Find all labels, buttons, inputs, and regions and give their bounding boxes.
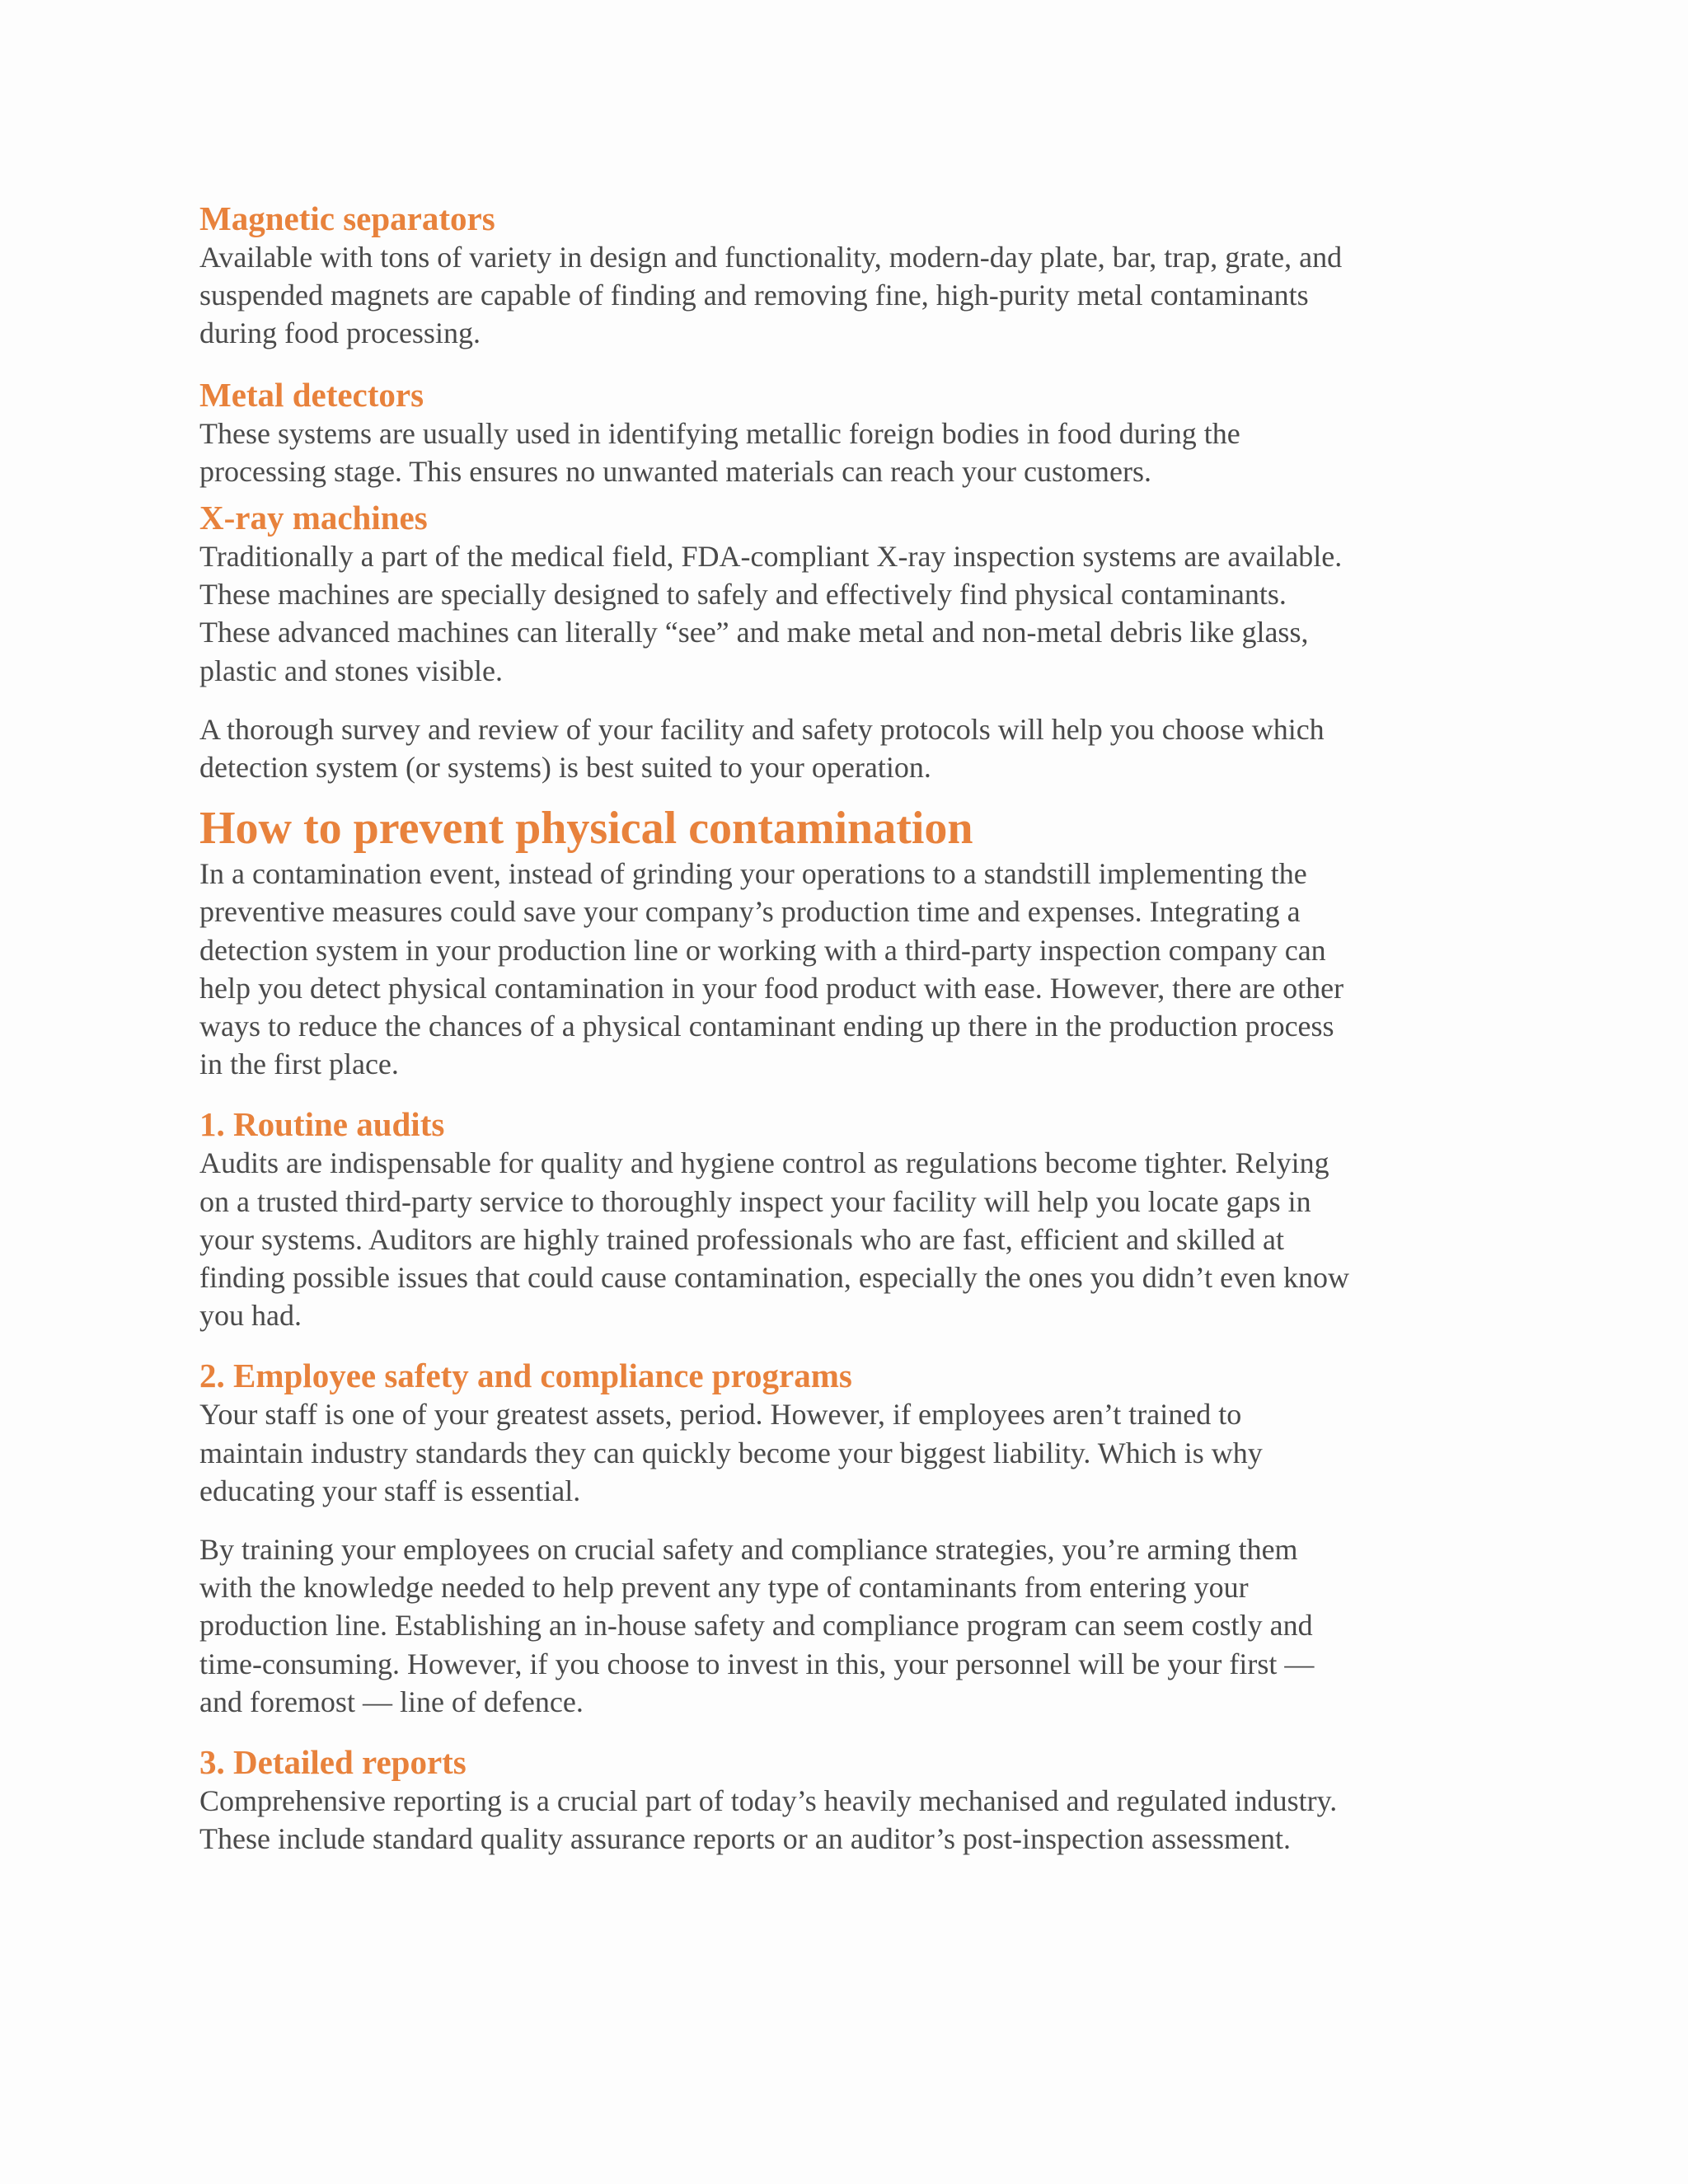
paragraph-line: suspended magnets are capable of finding and removing fine, high-purity metal contaminants [199, 279, 1309, 312]
paragraph-line: plastic and stones visible. [199, 654, 503, 687]
paragraph-line: finding possible issues that could cause contamination, especially the ones you didn’t even know [199, 1261, 1350, 1295]
paragraph-line: Audits are indispensable for quality and hygiene control as regulations become tighter. Relying [199, 1146, 1329, 1180]
prevent-paragraph [199, 855, 1487, 1083]
magnetic-separators-paragraph [199, 238, 1487, 353]
paragraph-line: Comprehensive reporting is a crucial part of today’s heavily mechanised and regulated industry. [199, 1784, 1338, 1818]
detailed-reports-paragraph [199, 1782, 1487, 1858]
employee-training-paragraph [199, 1530, 1487, 1721]
metal-detectors-paragraph [199, 415, 1487, 490]
paragraph-line: Your staff is one of your greatest assets, period. However, if employees aren’t trained to [199, 1398, 1242, 1432]
paragraph-line: In a contamination event, instead of grinding your operations to a standstill implementing the [199, 857, 1307, 891]
paragraph-line: Available with tons of variety in design and functionality, modern-day plate, bar, trap, grate, and [199, 241, 1343, 274]
xray-machines-section [199, 498, 1487, 690]
routine-audits-section [199, 1104, 1487, 1334]
detailed-reports-heading: 3. Detailed reports [199, 1743, 467, 1782]
paragraph-line: time-consuming. However, if you choose to invest in this, your personnel will be your first — [199, 1647, 1315, 1680]
paragraph-line: A thorough survey and review of your facility and safety protocols will help you choose which [199, 712, 1325, 746]
paragraph-line: and foremost — line of defence. [199, 1685, 584, 1718]
paragraph-line: detection system in your production line or working with a third-party inspection company can [199, 933, 1326, 967]
routine-audits-paragraph [199, 1144, 1487, 1334]
paragraph-line: with the knowledge needed to help prevent any type of contaminants from entering your [199, 1571, 1249, 1605]
xray-machines-paragraph [199, 537, 1487, 690]
paragraph-line: preventive measures could save your company’s production time and expenses. Integrating a [199, 895, 1301, 929]
employee-safety-heading: 2. Employee safety and compliance programs [199, 1357, 852, 1395]
survey-paragraph [199, 710, 1487, 786]
paragraph-line: These machines are specially designed to safely and effectively find physical contaminants. [199, 578, 1287, 612]
employee-safety-paragraph [199, 1395, 1487, 1510]
paragraph-line: By training your employees on crucial safety and compliance strategies, you’re arming them [199, 1533, 1298, 1567]
paragraph-line: educating your staff is essential. [199, 1474, 581, 1507]
paragraph-line: during food processing. [199, 316, 481, 350]
xray-machines-heading: X-ray machines [199, 499, 428, 537]
paragraph-line: These advanced machines can literally “see” and make metal and non-metal debris like glass, [199, 616, 1309, 649]
paragraph-line: your systems. Auditors are highly trained professionals who are fast, efficient and skilled at [199, 1222, 1285, 1256]
paragraph-line: processing stage. This ensures no unwanted materials can reach your customers. [199, 454, 1151, 488]
routine-audits-heading: 1. Routine audits [199, 1105, 445, 1144]
magnetic-separators-section [199, 199, 1487, 353]
paragraph-line: These systems are usually used in identifying metallic foreign bodies in food during the [199, 416, 1240, 450]
magnetic-separators-heading: Magnetic separators [199, 199, 495, 237]
paragraph-line: ways to reduce the chances of a physical contaminant ending up there in the production process [199, 1010, 1334, 1043]
paragraph-line: in the first place. [199, 1047, 399, 1081]
paragraph-line: production line. Establishing an in-house safety and compliance program can seem costly and [199, 1609, 1313, 1643]
paragraph-line: Traditionally a part of the medical field, FDA-compliant X-ray inspection systems are available. [199, 540, 1343, 574]
paragraph-line: on a trusted third-party service to thoroughly inspect your facility will help you locate gaps in [199, 1184, 1311, 1218]
metal-detectors-heading: Metal detectors [199, 375, 424, 414]
metal-detectors-section [199, 375, 1487, 490]
paragraph-line: These include standard quality assurance reports or an auditor’s post-inspection assessment. [199, 1822, 1291, 1856]
paragraph-line: maintain industry standards they can quickly become your biggest liability. Which is why [199, 1436, 1263, 1469]
detailed-reports-section [199, 1742, 1487, 1858]
paragraph-line: help you detect physical contamination in your food product with ease. However, there are other [199, 971, 1344, 1005]
prevent-section [199, 802, 1487, 1083]
employee-safety-section [199, 1356, 1487, 1721]
paragraph-line: detection system (or systems) is best suited to your operation. [199, 751, 931, 785]
paragraph-line: you had. [199, 1299, 302, 1333]
prevent-heading: How to prevent physical contamination [199, 803, 973, 855]
